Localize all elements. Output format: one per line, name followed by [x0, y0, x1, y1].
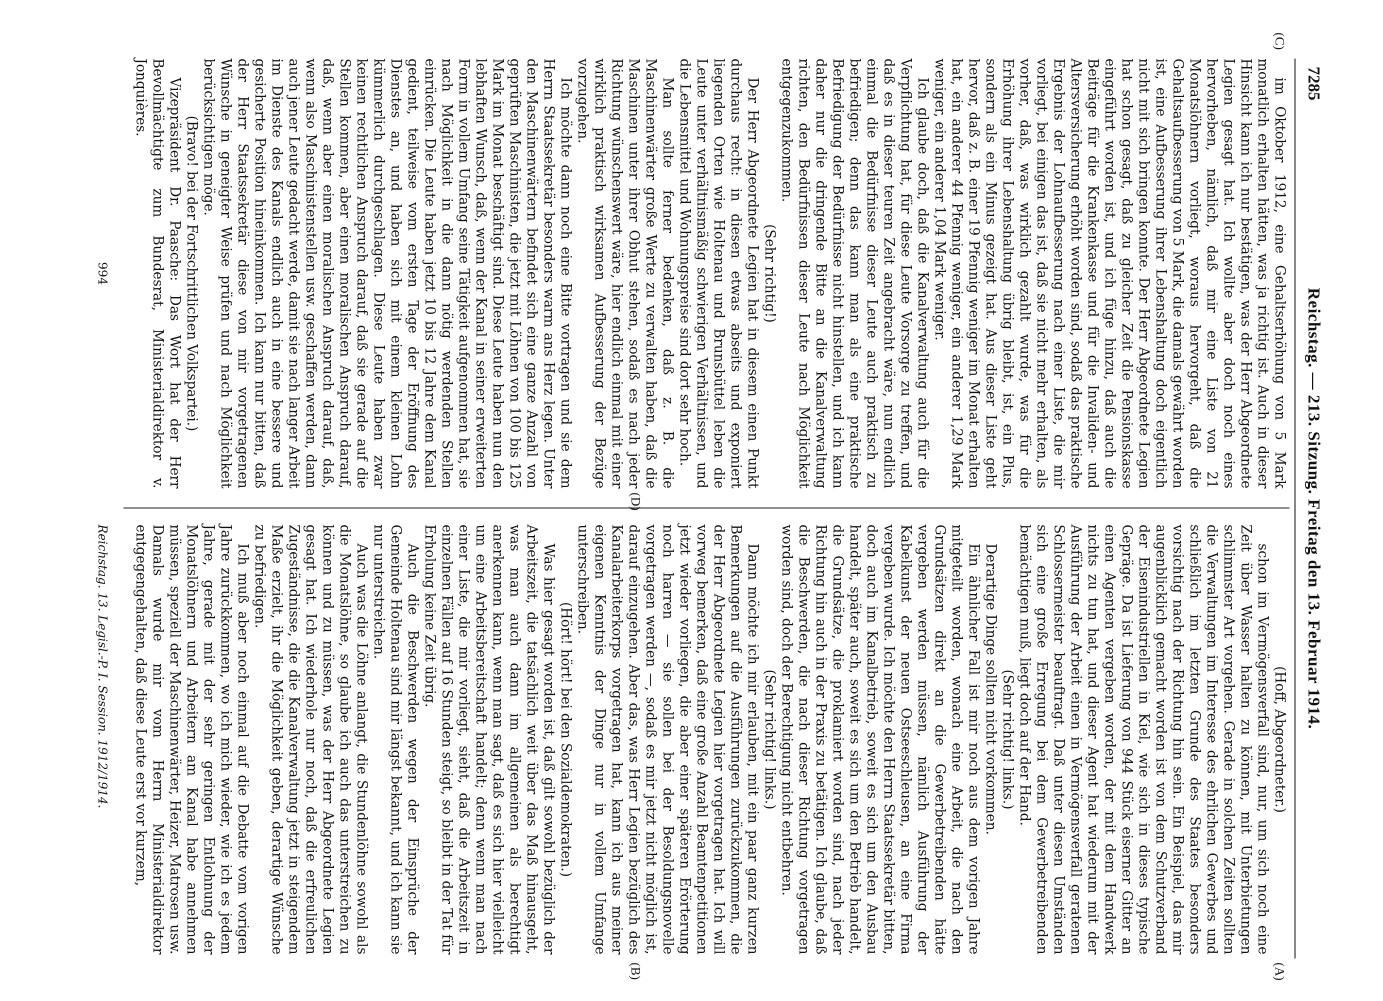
- interjection: (Sehr richtig! links.): [999, 669, 1015, 810]
- scanned-page: [0, 1, 1383, 1001]
- paragraph: Der Herr Abgeordnete Legien hat in diesem einen Punkt durchaus recht: in diesen etwas abseits und exponiert liegenden Orten wie Holtenau und Brunsbüttel leben die Leute unter verhältnismäßig schwierigen Verhältnissen, und die Lebensmittel und Wohnungspreise sind dort sehr hoch.: [676, 58, 760, 489]
- header-rule: [1294, 59, 1295, 959]
- paragraph: Ich glaube doch, daß die Kanalverwaltung auch für die Verpflichtung hat, für diese Leute Vorsorge zu treffen, und daß es in dieser teuren Zeit angebracht wäre, nun endlich einmal die Bedürfnisse dieser Leute auch praktisch zu befriedigen; denn das kann man als eine praktische Befriedigung der Bedürfnisse nicht hinstellen, und ich kann daher nur die dringende Bitte an die Kanalverwaltung richten, den Bedürfnissen dieser Leute nach Möglichkeit entgegenzukommen.: [778, 58, 930, 489]
- paragraph: Ich möchte dann noch eine Bitte vortragen und sie dem Herrn Staatssekretär besonders warm ans Herz legen. Unter den Maschinenwärtern befindet sich eine ganze Anzahl von geprüften Maschinisten, die jetzt mit Löhnen von 100 bis 125 Mark im Monat beschäftigt sind. Diese Leute haben nun den lebhaften Wunsch, daß, wenn der Kanal in seiner erweiterten Form in vollem Umfang seine Tätigkeit aufgenommen hat, sie nach Möglichkeit in die dann nötig werdenden Stellen einrücken. Die Leute haben jetzt 10 bis 12 Jahre dem Kanal gedient, teilweise vom ersten Tage der Eröffnung des Dienstes an, und haben sich mit einem kleinen Lohn kümmerlich durchgeschlagen. Diese Leute haben zwar keinen rechtlichen Anspruch darauf, daß sie gerade auf die Stellen kommen, aber einen moralischen Anspruch darauf, daß, wenn aber einen moralischen Anspruch darauf, daß, wenn also Maschinistenstellen usw. geschaffen werden, dann auch jener Leute gedacht werde, damit sie nach langer Arbeit im Dienste des Kanals endlich auch in eine bessere und gesicherte Position hineinkommen. Ich kann nur bitten, daß der Herr Staatssekretär diese von mir vorgetragenen Wünsche in geneigter Weise prüfen und nach Möglichkeit berücksichtigen möge.: [200, 58, 573, 489]
- paragraph: Auch die Beschwerden wegen der Einsprüche der Gemeinde Holtenau sind mir längst bekannt, und ich kann sie nur unterstreichen.: [370, 524, 420, 955]
- page-header: [1297, 59, 1323, 959]
- interjection: (Hoff, Abgeordneter.): [1271, 666, 1287, 813]
- margin-mark-d: (D): [628, 492, 643, 511]
- interjection: (Hört! hört! bei den Sozialdemokraten.): [557, 601, 573, 877]
- margin-mark-c: (C): [1272, 32, 1287, 50]
- paragraph: Auch was die Löhne anlangt, die Stundenlöhne sowohl als die Monatslöhne, so glaube ich auch das unterstreichen zu können und zu müssen, was der Herr Abgeordnete Legien gesagt hat. Ich wiederhole nur noch, daß die erfreulichen Zugeständnisse, die die Kanalverwaltung jetzt in steigendem Maße erzielt, ihr die Möglichkeit geben, derartige Wünsche zu befriedigen.: [251, 524, 369, 955]
- interjection: (Bravo! bei der Fortschrittlichen Volkspartei.): [183, 115, 199, 432]
- paragraph: Man sollte ferner bedenken, daß z. B. die Maschinenwärter große Werte zu verwalten haben, daß die Maschinen unter ihrer Obhut stehen, sodaß es nach jeder Richtung wünschenswert wäre, hier endlich einmal mit einer wirklich praktisch wirksamen Aufbesserung der Bezüge vorzugehen.: [574, 58, 675, 489]
- paragraph: Vizepräsident Dr. Paasche: Das Wort hat der Herr Bevollmächtigte zum Bundesrat, Ministerialdirektor v. Jonquières.: [132, 58, 182, 489]
- paragraph: schon im Vermögensverfall sind, nur, um sich noch eine Zeit über Wasser halten zu können, mit Unterbietungen schlimmster Art vorgehen. Gerade in solchen Zeiten sollten die Verwaltungen im Interesse des ehrlichen Gewerbes und schließlich im letzten Grunde des Staates besonders vorsichtig nach der Richtung hin sein. Ein Beispiel, das mir augenblicklich gemacht worden ist von dem Schutzverband der Eisenindustriellen in Kiel, wie sich in dieses typische Gepräge. Da ist Lieferung von 944 Stück eiserner Gitter an einen Agenten vergeben worden, der mit dem Handwerk nichts zu tun hat, und dieser Agent hat wiederum mit der Ausführung der Arbeit einen in Vermögensverfall geratenen Schlossermeister beauftragt. Daß unter diesen Umständen sich eine große Erregung bei dem Gewerbetreibenden bemächtigen muß, liegt doch auf der Hand.: [1016, 524, 1270, 955]
- footer-session-info: Reichstag. 13. Legisl.-P. I. Session. 1912/1914.: [95, 524, 109, 809]
- interjection: (Sehr richtig! links.): [761, 669, 777, 810]
- page: [93, 32, 1323, 981]
- paragraph: Ein ähnlicher Fall ist mir noch aus dem vorigen Jahre mitgeteilt worden, wonach eine Arbeit, die nach den Grundsätzen direkt an die Gewerbetreibenden hätte vergeben werden müssen, nämlich Ausführung der Kabelkunst der neuen Ostseeschleusen, an eine Firma vergeben wurde. Ich möchte den Herrn Staatssekretär bitten, doch auch im Kanalbetrieb, soweit es sich um den Ausbau handelt, später auch, soweit es sich um den Betrieb handelt, die Grundsätze, die proklamiert worden sind, nach jeder Richtung hin auch in der Praxis zu betätigen. Ich glaube, daß die Beschwerden, die nach dieser Richtung vorgetragen worden sind, doch der Berechtigung nicht entbehren.: [778, 524, 981, 955]
- page-number: 7285: [1304, 66, 1323, 101]
- paragraph: Was hier gesagt worden ist, daß gilt sowohl bezüglich der Arbeitszeit, die tatsächlich weit über das Maß hinausgeht, was man auch dann im allgemeinen als berechtigt anerkennen kann, wenn man sagt, daß es sich hier vielleicht um eine Arbeitsbereitschaft handelt; denn wenn man nach einer Liste, die mir vorliegt, sieht, daß die Arbeitszeit in einzelnen Fällen auf 16 Stunden steigt, so bleibt in der Tat für Erholung keine Zeit übrig.: [421, 524, 556, 955]
- paragraph: Ich muß aber noch einmal auf die Debatte vom vorigen Jahre zurückkommen, wo ich mich wieder, wie ich es jedem Jahre, gerade mit der sehr geringen Entlohnung der Monatslöhnern und Arbeitern am Kanal habe annehmen müssen, speziell der Maschinenwärter, Heizer, Matrosen usw. Damals wurde mir vom Herrn Ministerialdirektor entgegengehalten, daß diese Leute erst vor kurzem,: [132, 524, 250, 955]
- footer-page-number: 994: [95, 262, 109, 285]
- column-divider: [123, 508, 1289, 509]
- margin-mark-b: (B): [628, 962, 643, 980]
- paragraph: im Oktober 1912, eine Gehaltserhöhung von 5 Mark monatlich erhalten hätten, was ja richtig ist. Auch in dieser Hinsicht kann ich nur bestätigen, was der Herr Abgeordnete Legien gesagt hat. Ich wollte aber doch noch eines hervorheben, nämlich, daß mir eine Liste von 21 Monatslöhnern vorliegt, woraus hervorgeht, daß die Gehaltsaufbesserung von 5 Mark, die damals gewährt worden ist, eine Aufbesserung ihrer Lebenshaltung doch eigentlich nicht mit sich bringen konnte. Der Herr Abgeordnete Legien hat schon gesagt, daß zu gleicher Zeit die Pensionskasse eingeführt worden ist, und ich füge hinzu, daß auch die Beiträge für die Krankenkasse und für die Invaliden- und Altersversicherung erhöht worden sind, sodaß das praktische Ergebnis der Lohnaufbesserung nach einer Liste, die mir vorliegt, bei einigen das ist, daß sie nicht mehr erhalten, als vorher, daß, was wirklich gezahlt wurde, was für die Erhöhung ihrer Lebenshaltung übrig bleibt, ist, ein Plus, sondern als ein Minus gezeigt hat. Aus dieser Liste geht hervor, daß z. B. einer 19 Pfennig weniger im Monat erhalten hat, ein anderer 44 Pfennig weniger, ein anderer 1,29 Mark weniger, ein anderer 1,04 Mark weniger.: [931, 58, 1287, 489]
- left-column: [133, 59, 1287, 489]
- right-column: [133, 525, 1287, 955]
- interjection: (Sehr richtig!): [761, 224, 777, 323]
- paragraph: Dann möchte ich mir erlauben, mit ein paar ganz kurzen Bemerkungen auf die Ausführungen zurückzukommen, die der Herr Abgeordnete Legien hier vorgetragen hat. Ich will vorweg bemerken, daß eine große Anzahl Beamtenpetitionen jetzt wieder vorliegen, die aber einer späteren Erörterung noch harren — sie sollen bei der Besoldungsnovelle vorgetragen werden —, sodaß es mir jetzt nicht möglich ist, darauf einzugehen. Aber das, was Herr Legien bezüglich des Kanalarbeiterkorps vorgetragen hat, kann ich aus meiner eigenen Kenntnis der Dinge nur in vollem Umfange unterschreiben.: [574, 524, 760, 955]
- page-title: Reichstag. — 213. Sitzung. Freitag den 13. Februar 1914.: [1304, 287, 1323, 730]
- paragraph: Derartige Dinge sollten nicht vorkommen.: [982, 543, 998, 835]
- margin-mark-a: (A): [1272, 962, 1287, 981]
